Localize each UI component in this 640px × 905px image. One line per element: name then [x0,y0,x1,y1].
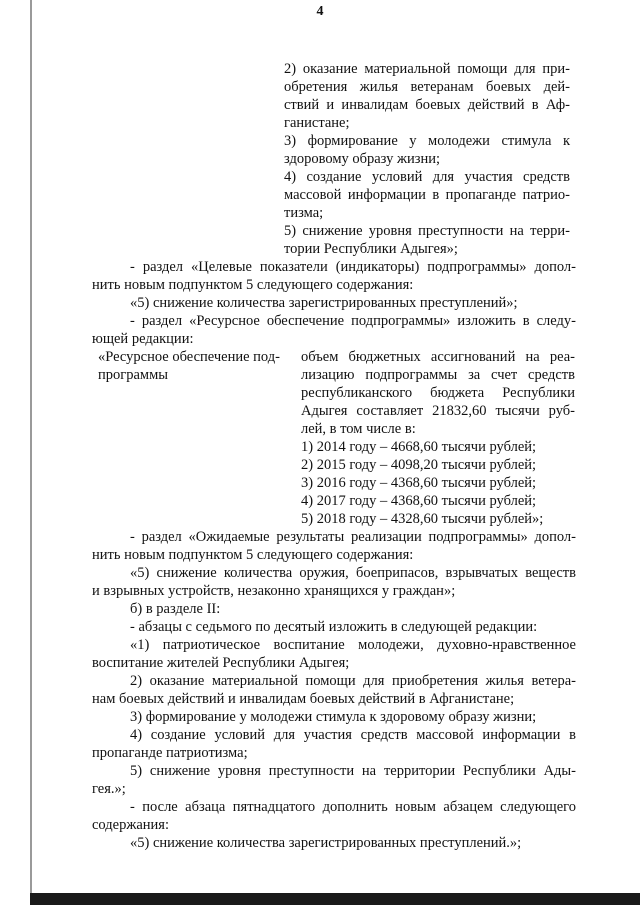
table-right-line: объем бюджетных ассигнований на реа- [301,349,575,365]
paragraph-line: нить новым подпунктом 5 следующего содержания: [92,277,414,293]
paragraph-line: и взрывных устройств, незаконно хранящихся у граждан»; [92,583,456,599]
list-line: тизма; [284,205,324,221]
paragraph-line: 3) формирование у молодежи стимула к здоровому образу жизни; [130,709,537,725]
table-right-line: 2) 2015 году – 4098,20 тысячи рублей; [301,457,537,473]
table-left-cell: «Ресурсное обеспечение под- [98,349,280,365]
table-right-line: Адыгея составляет 21832,60 тысячи руб- [301,403,575,419]
paragraph-line: «1) патриотическое воспитание молодежи, духовно-нравственное [130,637,576,653]
scan-border-left [30,0,32,905]
list-line: 5) снижение уровня преступности на терри- [284,223,570,239]
paragraph-line: воспитание жителей Республики Адыгея; [92,655,350,671]
paragraph-line: нить новым подпунктом 5 следующего содержания: [92,547,414,563]
paragraph-line: содержания: [92,817,170,833]
table-right-line: республиканского бюджета Республики [301,385,575,401]
paragraph-line: 5) снижение уровня преступности на территории Республики Ады- [130,763,576,779]
paragraph-line: ющей редакции: [92,331,194,347]
page-number: 4 [316,4,324,19]
paragraph-line: - после абзаца пятнадцатого дополнить новым абзацем следующего [130,799,576,815]
paragraph-line: - раздел «Ожидаемые результаты реализации подпрограммы» допол- [130,529,576,545]
paragraph-line: - раздел «Ресурсное обеспечение подпрограммы» изложить в следу- [130,313,576,329]
paragraph-line: «5) снижение количества зарегистрированных преступлений»; [130,295,518,311]
table-right-line: 5) 2018 году – 4328,60 тысячи рублей»; [301,511,544,527]
paragraph-line: пропаганде патриотизма; [92,745,248,761]
list-line: обретения жилья ветеранам боевых дей- [284,79,570,95]
paragraph-line: б) в разделе II: [130,601,221,617]
list-line: 3) формирование у молодежи стимула к [284,133,570,149]
paragraph-line: - раздел «Целевые показатели (индикаторы) подпрограммы» допол- [130,259,576,275]
paragraph-line: 2) оказание материальной помощи для приобретения жилья ветера- [130,673,576,689]
table-right-line: 4) 2017 году – 4368,60 тысячи рублей; [301,493,537,509]
list-line: 4) создание условий для участия средств [284,169,570,185]
list-line: ствий и инвалидам боевых действий в Аф- [284,97,570,113]
paragraph-line: нам боевых действий и инвалидам боевых действий в Афганистане; [92,691,515,707]
list-line: ганистане; [284,115,350,131]
table-right-line: лей, в том числе в: [301,421,416,437]
table-right-line: 3) 2016 году – 4368,60 тысячи рублей; [301,475,537,491]
list-line: здоровому образу жизни; [284,151,441,167]
scan-border-bottom [30,893,640,905]
list-line: тории Республики Адыгея»; [284,241,458,257]
paragraph-line: - абзацы с седьмого по десятый изложить в следующей редакции: [130,619,538,635]
paragraph-line: «5) снижение количества оружия, боеприпасов, взрывчатых веществ [130,565,576,581]
list-line: 2) оказание материальной помощи для при- [284,61,570,77]
paragraph-line: гея.»; [92,781,126,797]
table-left-cell: программы [98,367,168,383]
paragraph-line: 4) создание условий для участия средств массовой информации в [130,727,576,743]
table-right-line: 1) 2014 году – 4668,60 тысячи рублей; [301,439,537,455]
paragraph-line: «5) снижение количества зарегистрированных преступлений.»; [130,835,522,851]
table-right-line: лизацию подпрограммы за счет средств [301,367,575,383]
list-line: массовой информации в пропаганде патрио- [284,187,570,203]
